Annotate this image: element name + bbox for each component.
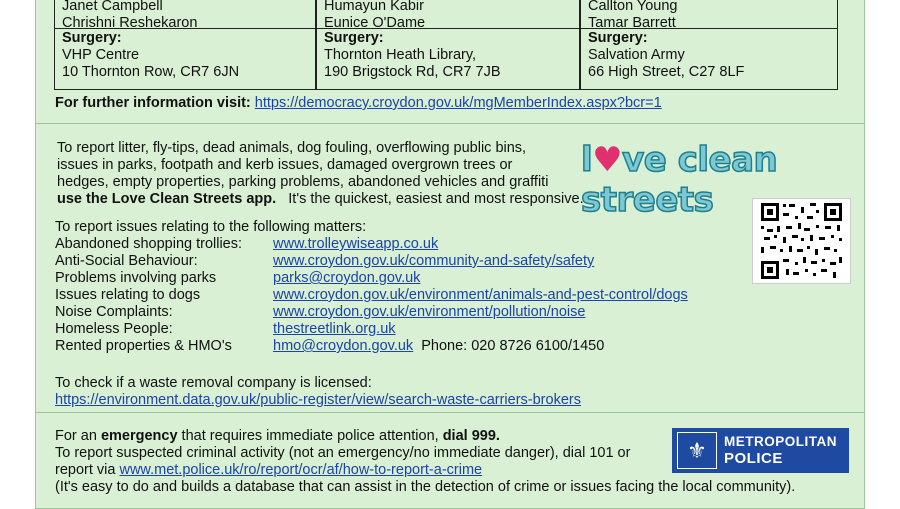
councillor-name: Tamar Barrett — [588, 15, 676, 31]
met-logo-line: POLICE — [724, 450, 783, 467]
surgery-label: Surgery: — [588, 30, 648, 46]
democracy-link[interactable]: https://democracy.croydon.gov.uk/mgMemberIndex.aspx?bcr=1 — [254, 95, 662, 111]
report-issues-panel — [35, 123, 865, 413]
issue-label: Rented properties & HMO's — [55, 338, 232, 354]
love-clean-streets-text — [57, 140, 584, 208]
dial-999: dial 999. — [442, 428, 500, 444]
waste-label: To check if a waste removal company is licensed: — [55, 375, 372, 391]
dogs-link[interactable]: www.croydon.gov.uk/environment/animals-and-pest-control/dogs — [273, 287, 688, 303]
heart-icon: ♥ — [592, 140, 623, 180]
parks-email-link[interactable]: parks@croydon.gov.uk — [273, 270, 421, 286]
surgery-venue: Thornton Heath Library, — [324, 47, 477, 63]
noise-link[interactable]: www.croydon.gov.uk/environment/pollution/noise — [273, 304, 586, 320]
hmo-phone: Phone: 020 8726 6100/1450 — [421, 338, 605, 354]
met-logo-line: METROPOLITAN — [724, 434, 837, 449]
surgery-address: 66 High Street, C27 8LF — [588, 64, 745, 80]
names-cell-3 — [580, 0, 838, 29]
surgery-venue: Salvation Army — [588, 47, 685, 63]
issue-label: Noise Complaints: — [55, 304, 173, 320]
love-clean-streets-logo: l♥ve clean streets — [581, 140, 778, 220]
names-cell-1 — [54, 0, 316, 29]
crime-database-note: (It's easy to do and builds a database that can assist in the detection of crime or issues facing the local community). — [55, 479, 796, 495]
non-emergency-line: To report suspected criminal activity (not an emergency/no immediate danger), dial 101 or — [55, 445, 631, 461]
met-police-logo — [672, 428, 849, 473]
further-info-label: For further information visit: — [55, 95, 251, 111]
police-panel — [35, 412, 865, 509]
issue-label: Anti-Social Behaviour: — [55, 253, 198, 269]
surgery-label: Surgery: — [62, 30, 122, 46]
names-cell-2 — [316, 0, 580, 29]
crest-icon: ⚜ — [677, 432, 717, 469]
further-info-line — [55, 95, 662, 111]
lcs-line: To report litter, fly-tips, dead animals, dog fouling, overflowing public bins, — [57, 140, 527, 156]
hmo-email-link[interactable]: hmo@croydon.gov.uk — [273, 338, 414, 354]
met-report-link[interactable]: www.met.police.uk/ro/report/ocr/af/how-to-report-a-crime — [119, 462, 483, 478]
issue-label: Problems involving parks — [55, 270, 217, 286]
councillor-name: Callton Young — [588, 0, 678, 14]
asb-link[interactable]: www.croydon.gov.uk/community-and-safety/safety — [273, 253, 595, 269]
surgery-cell-3 — [580, 28, 838, 90]
councillor-name: Janet Campbell — [62, 0, 163, 14]
report-via-line: report via www.met.police.uk/ro/report/ocr/af/how-to-report-a-crime — [55, 462, 483, 478]
councillor-name: Humayun Kabir — [324, 0, 424, 14]
lcs-line: hedges, empty properties, parking problems, abandoned vehicles and graffiti — [57, 174, 549, 190]
qr-code-icon[interactable] — [752, 198, 851, 284]
waste-carriers-link[interactable]: https://environment.data.gov.uk/public-register/view/search-waste-carriers-brokers — [55, 392, 581, 408]
lcs-app-callout: use the Love Clean Streets app. — [57, 191, 277, 207]
surgery-label: Surgery: — [324, 30, 384, 46]
issue-label: Abandoned shopping trollies: — [55, 236, 243, 252]
issues-intro: To report issues relating to the following matters: — [55, 219, 367, 235]
councillor-name: Chrishni Reshekaron — [62, 15, 198, 31]
streetlink-link[interactable]: thestreetlink.org.uk — [273, 321, 396, 337]
emergency-line: For an emergency that requires immediate police attention, dial 999. — [55, 428, 500, 444]
surgery-cell-2 — [316, 28, 580, 90]
councillors-table — [54, 0, 838, 91]
surgery-address: 190 Brigstock Rd, CR7 7JB — [324, 64, 501, 80]
surgery-venue: VHP Centre — [62, 47, 140, 63]
lcs-line: It's the quickest, easiest and most responsive. — [288, 191, 584, 207]
issue-label: Homeless People: — [55, 321, 173, 337]
issue-label: Issues relating to dogs — [55, 287, 201, 303]
emergency-word: emergency — [100, 428, 178, 444]
surgery-address: 10 Thornton Row, CR7 6JN — [62, 64, 240, 80]
surgery-cell-1 — [54, 28, 316, 90]
trolley-link[interactable]: www.trolleywiseapp.co.uk — [273, 236, 439, 252]
councillors-panel — [35, 0, 865, 124]
lcs-line: issues in parks, footpath and kerb issues, damaged overgrown trees or — [57, 157, 513, 173]
councillor-name: Eunice O'Dame — [324, 15, 426, 31]
